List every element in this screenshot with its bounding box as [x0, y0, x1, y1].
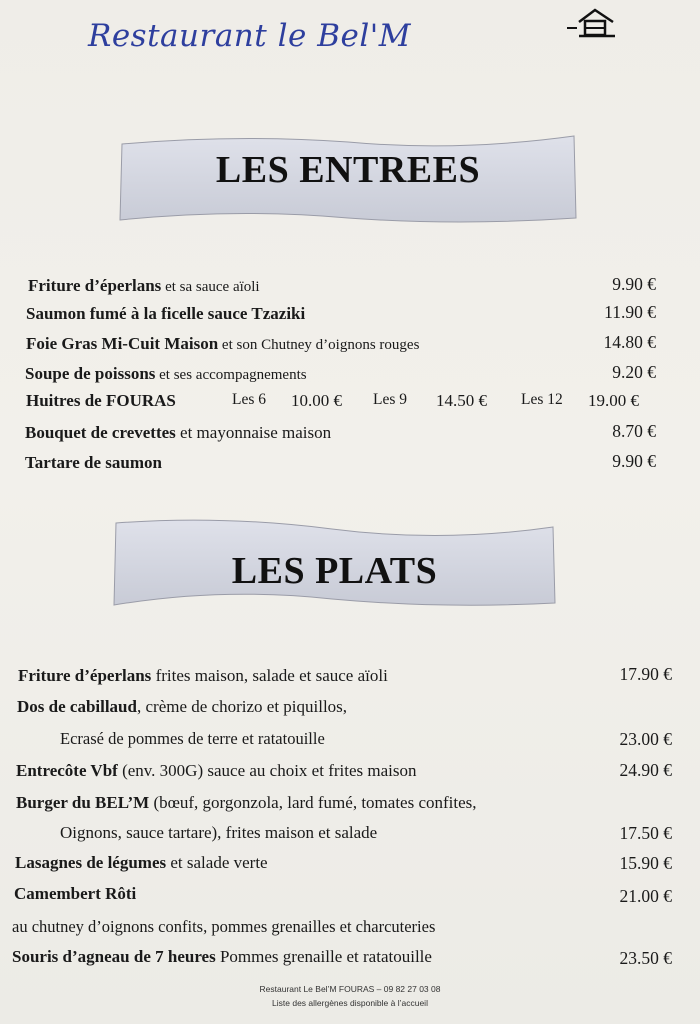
list-item — [18, 666, 388, 686]
dish-description-line2: Ecrasé de pommes de terre et ratatouille — [60, 729, 325, 748]
dish-price: 9.90 € — [612, 451, 656, 471]
list-item — [25, 423, 331, 443]
dish-description: et sa sauce aïoli — [161, 279, 260, 295]
dish-name: Friture d’éperlans — [28, 276, 162, 295]
list-item — [17, 697, 347, 717]
dish-name: Lasagnes de légumes — [15, 853, 167, 872]
size-label: Les 9 — [373, 391, 408, 408]
list-item — [16, 793, 477, 813]
dish-name: Entrecôte Vbf — [16, 761, 118, 780]
list-item — [26, 304, 305, 324]
size-label: Les 12 — [521, 391, 563, 408]
size-price: 19.00 € — [588, 391, 639, 410]
dish-description: (bœuf, gorgonzola, lard fumé, tomates confites, — [149, 793, 477, 812]
list-item — [15, 853, 268, 873]
list-item — [12, 947, 432, 967]
list-item — [25, 453, 162, 473]
dish-name: Huitres de FOURAS — [26, 391, 176, 410]
dish-price: 15.90 € — [619, 853, 672, 873]
dish-name: Foie Gras Mi-Cuit Maison — [26, 334, 219, 353]
dish-description-line2: au chutney d’oignons confits, pommes grenailles et charcuteries — [12, 917, 436, 936]
list-item — [26, 334, 419, 354]
dish-name: Soupe de poissons — [25, 364, 156, 383]
dish-price: 17.90 € — [619, 664, 672, 684]
dish-description: et ses accompagnements — [155, 367, 307, 383]
dish-name: Tartare de saumon — [25, 453, 162, 472]
footer-allergens: Liste des allergènes disponible à l’accueil — [272, 998, 428, 1008]
dish-description-line2: Oignons, sauce tartare), frites maison et salade — [60, 823, 378, 842]
dish-name: Bouquet de crevettes — [25, 423, 176, 442]
dish-description: Pommes grenaille et ratatouille — [215, 947, 432, 966]
dish-price: 24.90 € — [619, 760, 672, 780]
restaurant-name: Restaurant le Bel'M — [88, 18, 411, 54]
section-title-entrees: LES ENTREES — [215, 149, 481, 191]
list-item — [16, 761, 417, 781]
dish-name: Souris d’agneau de 7 heures — [12, 947, 216, 966]
size-price: 14.50 € — [436, 391, 487, 410]
dish-price: 17.50 € — [619, 823, 672, 843]
dish-price: 9.90 € — [612, 274, 656, 294]
section-banner-entrees — [118, 134, 578, 226]
home-icon[interactable] — [565, 6, 625, 42]
dish-description: et mayonnaise maison — [175, 423, 332, 442]
dish-name: Camembert Rôti — [14, 884, 137, 903]
dish-price: 23.00 € — [619, 729, 672, 749]
size-price: 10.00 € — [291, 391, 342, 410]
list-item — [25, 364, 307, 384]
dish-price: 9.20 € — [612, 362, 656, 382]
list-item — [28, 276, 260, 296]
dish-price: 11.90 € — [604, 302, 656, 322]
section-title-plats: LES PLATS — [231, 550, 438, 592]
dish-name: Dos de cabillaud — [17, 697, 137, 716]
dish-description: et salade verte — [166, 853, 268, 872]
dish-price: 8.70 € — [612, 421, 656, 441]
section-banner-plats — [112, 517, 557, 609]
dish-price: 23.50 € — [619, 948, 672, 968]
dish-description: (env. 300G) sauce au choix et frites maison — [117, 761, 417, 780]
dish-price: 21.00 € — [619, 886, 672, 906]
list-item — [14, 884, 136, 904]
dish-description: et son Chutney d’oignons rouges — [218, 337, 420, 353]
dish-description: frites maison, salade et sauce aïoli — [151, 666, 388, 685]
dish-name: Burger du BEL’M — [16, 793, 150, 812]
size-label: Les 6 — [232, 391, 267, 408]
dish-name: Saumon fumé à la ficelle sauce Tzaziki — [26, 304, 306, 323]
dish-description: , crème de chorizo et piquillos, — [136, 697, 348, 716]
dish-price: 14.80 € — [603, 332, 656, 352]
dish-name: Friture d’éperlans — [18, 666, 152, 685]
footer-contact: Restaurant Le Bel’M FOURAS – 09 82 27 03 08 — [259, 984, 441, 994]
